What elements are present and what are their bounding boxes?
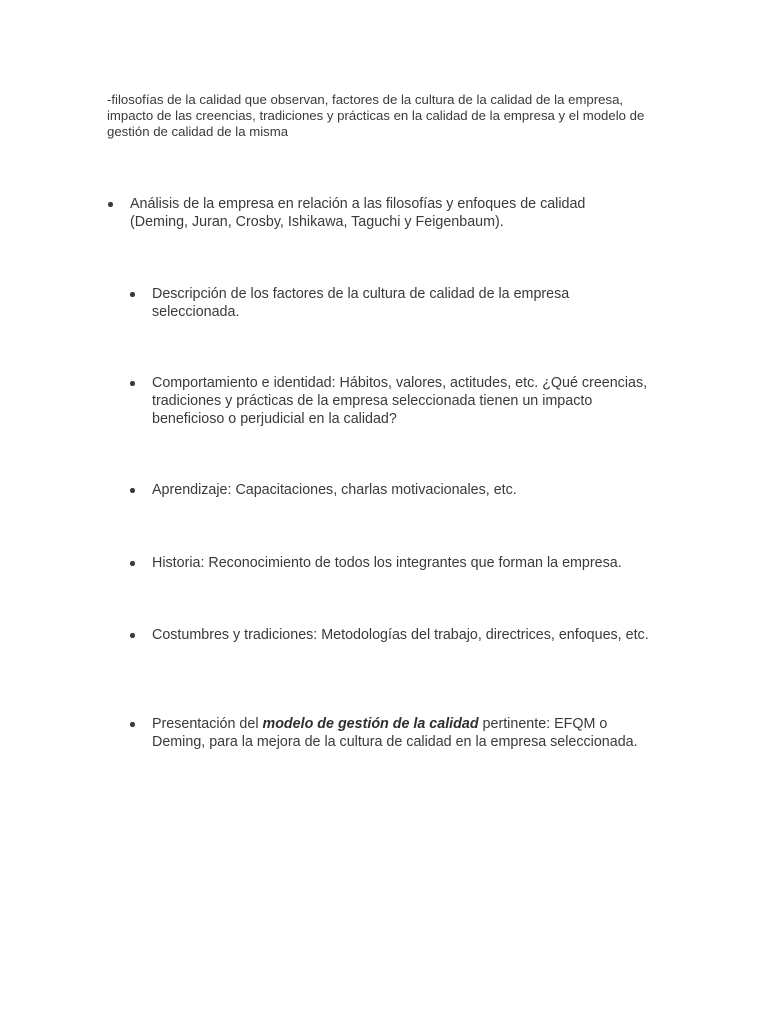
list-item-prefix: Presentación del [152, 716, 263, 732]
list-item-behavior [152, 374, 652, 429]
list-item-customs [152, 626, 652, 644]
bullet-icon [108, 202, 113, 207]
emphasized-term: modelo de gestión de la calidad [262, 716, 479, 732]
bullet-icon [130, 381, 135, 386]
list-item-text: Comportamiento e identidad: Hábitos, valores, actitudes, etc. ¿Qué creencias, tradiciones y prácticas de la empresa seleccionada tienen un impacto beneficioso o perjudicial en la calidad? [152, 375, 648, 428]
list-item-text: Descripción de los factores de la cultura de calidad de la empresa seleccionada. [152, 286, 570, 321]
list-item-history [152, 554, 652, 572]
list-item-text: Costumbres y tradiciones: Metodologías del trabajo, directrices, enfoques, etc. [152, 627, 649, 643]
bullet-icon [130, 633, 135, 638]
list-item-suffix: pertinente: EFQM o Deming, para la mejora de la cultura de calidad en la empresa seleccionada. [152, 716, 638, 751]
list-item-text: Aprendizaje: Capacitaciones, charlas motivacionales, etc. [152, 482, 517, 498]
bullet-icon [130, 292, 135, 297]
bullet-icon [130, 488, 135, 493]
list-item-text: Historia: Reconocimiento de todos los integrantes que forman la empresa. [152, 555, 622, 571]
intro-paragraph: -filosofías de la calidad que observan, factores de la cultura de la calidad de la empresa, impacto de las creencias, tradiciones y prácticas en la calidad de la empresa y el modelo de gestión de calidad de la misma [107, 92, 645, 139]
bullet-icon [130, 722, 135, 727]
list-item-text [152, 715, 652, 751]
list-item-factors [152, 285, 652, 321]
list-item-analysis [130, 195, 640, 231]
list-item-model [152, 715, 652, 751]
list-item-text: Análisis de la empresa en relación a las filosofías y enfoques de calidad (Deming, Juran, Crosby, Ishikawa, Taguchi y Feigenbaum). [130, 196, 586, 231]
bullet-icon [130, 561, 135, 566]
list-item-learning [152, 481, 652, 499]
